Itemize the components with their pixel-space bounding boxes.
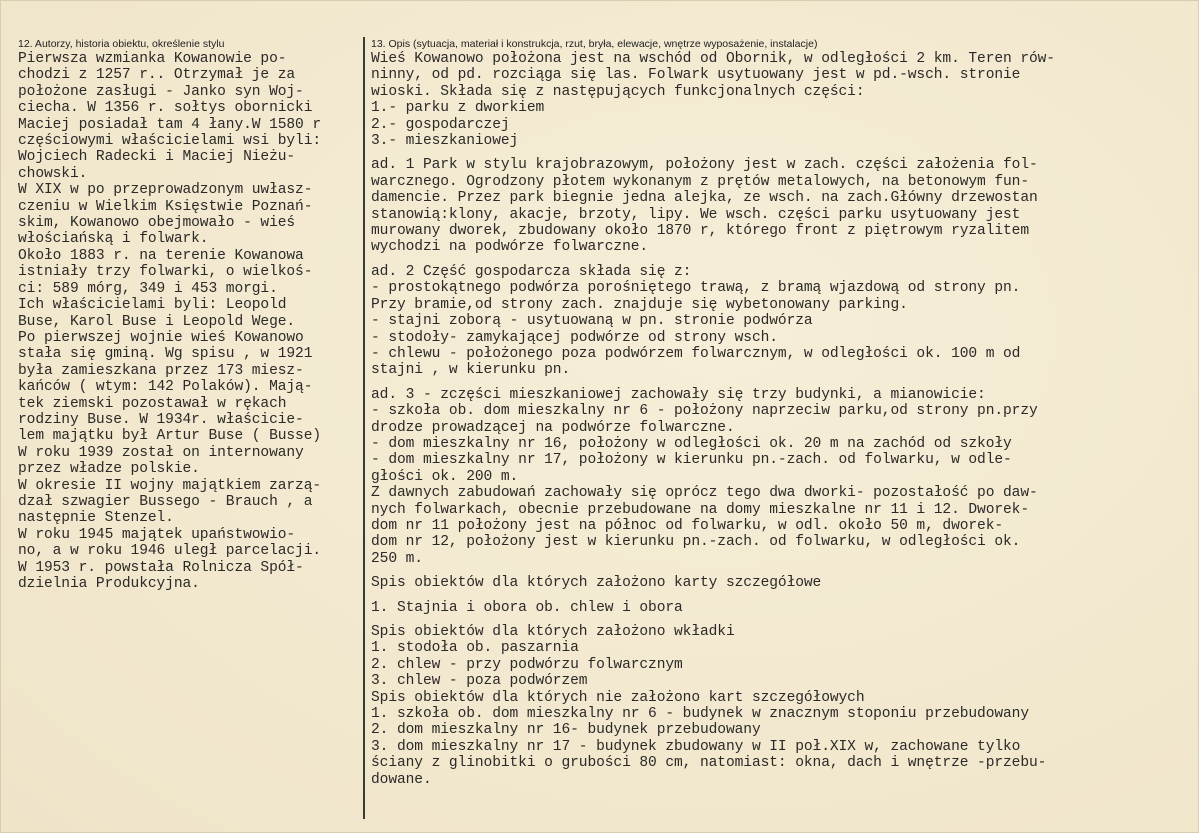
intro-paragraph (371, 51, 1191, 149)
text-line: 250 m. (371, 550, 423, 567)
text-line: no, a w roku 1946 uległ parcelacji. (18, 543, 322, 560)
text-line: Wieś Kowanowo położona jest na wschód od Obornik, w odległości 2 km. Teren rów- (371, 51, 1055, 67)
description-header: 13. Opis (sytuacja, materiał i konstrukcja, rzut, bryła, elewacje, wnętrze wyposażenie, instalacje) (371, 38, 818, 50)
text-line: lem majątku był Artur Buse ( Busse) (18, 428, 322, 445)
text-line: chodzi z 1257 r.. Otrzymał je za (18, 67, 296, 84)
text-line: W 1953 r. powstała Rolnicza Spół- (18, 559, 304, 576)
history-header: 12. Autorzy, historia obiektu, określenie stylu (18, 38, 225, 50)
text-line: 1.- parku z dworkiem (371, 100, 545, 117)
text-line: W roku 1945 majątek upaństwowio- (18, 526, 296, 543)
text-line: tek ziemski pozostawał w rękach (18, 395, 287, 412)
text-line: 3.- mieszkaniowej (371, 133, 519, 150)
text-line: stała się gminą. Wg spisu , w 1921 (18, 346, 313, 363)
text-line: Spis obiektów dla których założono wkładki (371, 624, 735, 640)
text-line: następnie Stenzel. (18, 510, 174, 527)
text-line: dzał szwagier Bussego - Brauch , a (18, 493, 313, 510)
text-line: Około 1883 r. na terenie Kowanowa (18, 247, 304, 264)
detailed-cards-list-title (371, 575, 1191, 591)
text-line: 2. chlew - przy podwórzu folwarcznym (371, 656, 683, 673)
text-line: stanowią:klony, akacje, brzoty, lipy. We wsch. części parku usytuowany jest (371, 206, 1021, 223)
text-line: W XIX w po przeprowadzonym uwłasz- (18, 182, 313, 199)
text-line: 1. Stajnia i obora ob. chlew i obora (371, 599, 683, 616)
text-line: Przy bramie,od strony zach. znajduje się wybetonowany parking. (371, 296, 908, 313)
text-line: przez władze polskie. (18, 461, 200, 478)
text-line: Pierwsza wzmianka Kowanowie po- (18, 51, 287, 67)
text-line: nych folwarkach, obecnie przebudowane na domy mieszkalne nr 11 i 12. Dworek- (371, 501, 1029, 518)
text-line: - chlewu - położonego poza podwórzem folwarcznym, w odległości ok. 100 m od (371, 345, 1021, 362)
text-line: Ich właścicielami byli: Leopold (18, 297, 287, 314)
text-line: ci: 589 mórg, 349 i 453 morgi. (18, 280, 278, 297)
text-line: Spis obiektów dla których nie założono kart szczegółowych (371, 689, 865, 706)
text-line: murowany dworek, zbudowany około 1870 r, którego front z piętrowym ryzalitem (371, 223, 1029, 240)
inserts-and-other-lists (371, 624, 1191, 788)
text-line: - szkoła ob. dom mieszkalny nr 6 - położony naprzeciw parku,od strony pn.przy (371, 403, 1038, 420)
text-line: Maciej posiadał tam 4 łany.W 1580 r (18, 116, 322, 133)
text-line: ciecha. W 1356 r. sołtys obornicki (18, 100, 313, 117)
text-line: warcznego. Ogrodzony płotem wykonanym z prętów metalowych, na betonowym fun- (371, 173, 1029, 190)
history-section (18, 37, 360, 592)
text-line: położone zasługi - Janko syn Woj- (18, 83, 304, 100)
text-line: 3. chlew - poza podwórzem (371, 673, 588, 690)
text-line: kańców ( wtym: 142 Polaków). Mają- (18, 379, 313, 396)
text-line: skim, Kowanowo obejmowało - wieś (18, 215, 296, 232)
text-line: - dom mieszkalny nr 16, położony w odległości ok. 20 m na zachód od szkoły (371, 435, 1012, 452)
text-line: wioski. Składa się z następujących funkcjonalnych części: (371, 83, 865, 100)
text-line: Wojciech Radecki i Maciej Nieżu- (18, 149, 296, 166)
text-line: czeniu w Wielkim Księstwie Poznań- (18, 198, 313, 215)
text-line: 1. stodoła ob. paszarnia (371, 640, 579, 657)
text-line: 1. szkoła ob. dom mieszkalny nr 6 - budynek w znacznym stoponiu przebudowany (371, 706, 1029, 723)
column-divider (363, 37, 365, 819)
text-line: dowane. (371, 771, 432, 788)
text-line: Po pierwszej wojnie wieś Kowanowo (18, 329, 304, 346)
text-line: była zamieszkana przez 173 miesz- (18, 362, 304, 379)
text-line: ad. 2 Część gospodarcza składa się z: (371, 263, 692, 280)
text-line: 2.- gospodarczej (371, 116, 510, 133)
text-line: drodze prowadzącej na podwórze folwarczne. (371, 419, 735, 436)
text-line: włościańską i folwark. (18, 231, 209, 248)
text-line: ad. 1 Park w stylu krajobrazowym, położony jest w zach. części założenia fol- (371, 157, 1038, 174)
text-line: stajni , w kierunku pn. (371, 362, 571, 379)
farm-paragraph (371, 264, 1191, 379)
text-line: - stodoły- zamykającej podwórze od strony wsch. (371, 329, 778, 346)
text-line: wychodzi na podwórze folwarczne. (371, 239, 649, 256)
history-text (18, 51, 360, 592)
text-line: damencie. Przez park biegnie jedna alejka, ze wsch. na zach.Główny drzewostan (371, 190, 1038, 207)
text-line: głości ok. 200 m. (371, 468, 519, 485)
residential-paragraph (371, 387, 1191, 567)
text-line: częściowymi właścicielami wsi byli: (18, 133, 322, 150)
text-line: - stajni zoborą - usytuowaną w pn. stronie podwórza (371, 313, 813, 330)
text-line: ninny, od pd. rozciąga się las. Folwark usytuowany jest w pd.-wsch. stronie (371, 67, 1021, 84)
text-line: 3. dom mieszkalny nr 17 - budynek zbudowany w II poł.XIX w, zachowane tylko (371, 738, 1021, 755)
text-line: rodziny Buse. W 1934r. właścicie- (18, 411, 304, 428)
text-line: - prostokątnego podwórza porośniętego trawą, z bramą wjazdową od strony pn. (371, 280, 1021, 297)
text-line: dzielnia Produkcyjna. (18, 576, 200, 592)
text-line: ad. 3 - zczęści mieszkaniowej zachowały się trzy budynki, a mianowicie: (371, 386, 986, 403)
text-line: Z dawnych zabudowań zachowały się oprócz tego dwa dworki- pozostałość po daw- (371, 485, 1038, 502)
text-line: chowski. (18, 165, 88, 182)
park-paragraph (371, 157, 1191, 255)
description-section (371, 37, 1191, 788)
text-line: dom nr 12, położony jest w kierunku pn.-zach. od folwarku, w odległości ok. (371, 534, 1021, 551)
text-line: W okresie II wojny majątkiem zarzą- (18, 477, 322, 494)
text-line: Buse, Karol Buse i Leopold Wege. (18, 313, 296, 330)
text-line: istniały trzy folwarki, o wielkoś- (18, 264, 313, 281)
text-line: dom nr 11 położony jest na północ od folwarku, w odl. około 50 m, dworek- (371, 517, 1004, 534)
text-line: 2. dom mieszkalny nr 16- budynek przebudowany (371, 722, 761, 739)
text-line: - dom mieszkalny nr 17, położony w kierunku pn.-zach. od folwarku, w odle- (371, 452, 1012, 469)
text-line: ściany z glinobitki o grubości 80 cm, natomiast: okna, dach i wnętrze -przebu- (371, 755, 1047, 772)
text-line: W roku 1939 został on internowany (18, 444, 304, 461)
detailed-cards-list (371, 600, 1191, 616)
text-line: Spis obiektów dla których założono karty szczegółowe (371, 575, 822, 592)
